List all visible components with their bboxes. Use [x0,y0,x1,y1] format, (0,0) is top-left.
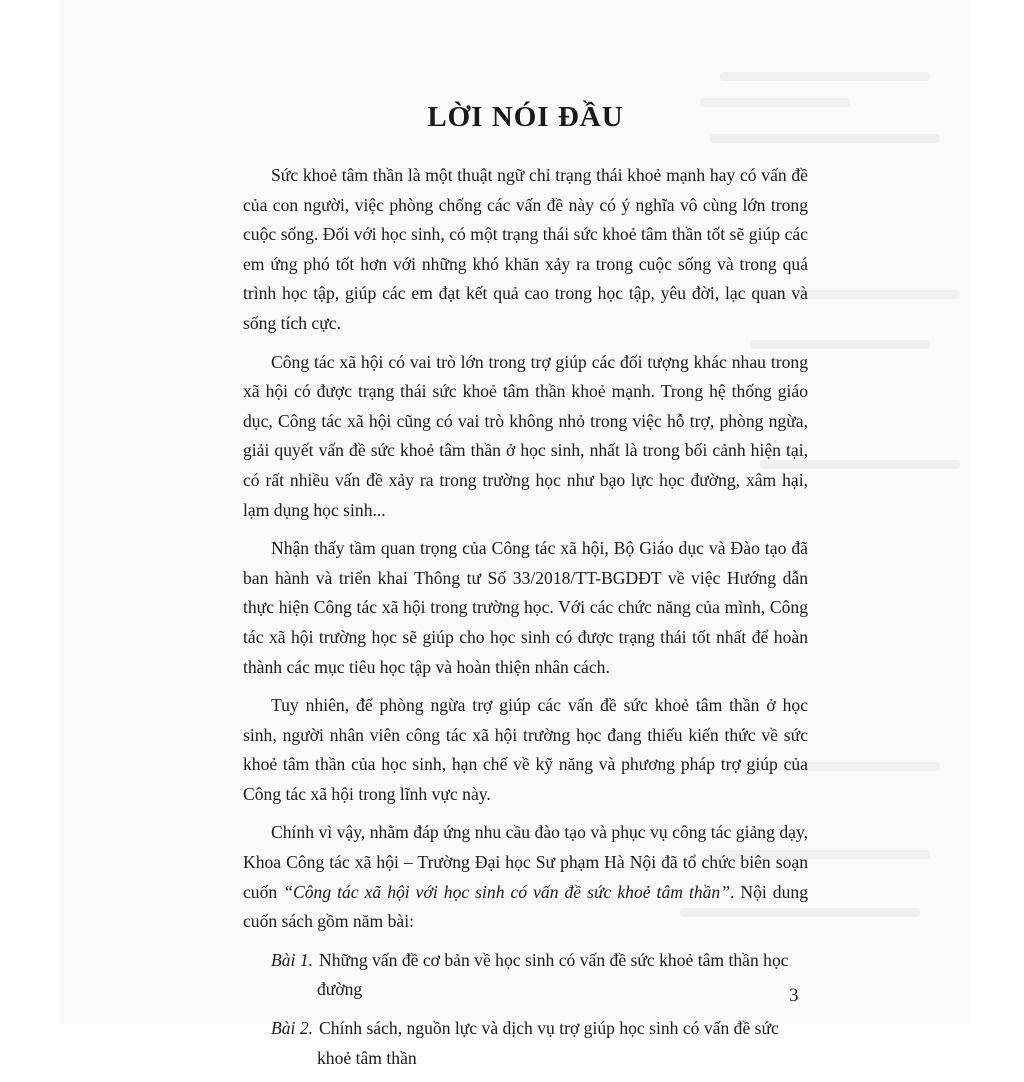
page-number: 3 [789,985,799,1006]
page-content [243,95,808,1082]
show-through-line [720,72,930,81]
paragraph-text: . Nội dung cuốn sách gồm năm bài: [243,881,808,932]
book-title: “Công tác xã hội với học sinh có vấn đề sức khoẻ tâm thần” [283,881,731,902]
paragraph: Sức khoẻ tâm thần là một thuật ngữ chỉ trạng thái khoẻ mạnh hay có vấn đề của con người, việc phòng chống các vấn đề này có ý nghĩa vô cùng lớn trong cuộc sống. Đối với học sinh, có một trạng thái sức khoẻ tâm thần tốt sẽ giúp các em ứng phó tốt hơn với những khó khăn xảy ra trong cuộc sống và trong quá trình học tập, giúp các em đạt kết quả cao trong học tập, yêu đời, lạc quan và sống tích cực. [243,165,808,333]
lesson-number: Bài 2. [271,1018,314,1039]
paragraph: Nhận thấy tầm quan trọng của Công tác xã hội, Bộ Giáo dục và Đào tạo đã ban hành và triển khai Thông tư Số 33/2018/TT-BGDĐT về việc Hướng dẫn thực hiện Công tác xã hội trong trường học. Với các chức năng của mình, Công tác xã hội trường học sẽ giúp cho học sinh có được trạng thái tốt nhất để hoàn thành các mục tiêu học tập và hoàn thiện nhân cách. [243,538,808,677]
lesson-item [243,946,808,1005]
paragraph-book-intro [243,818,808,936]
lesson-item [243,1014,808,1073]
page-margin-left [0,0,60,1024]
page-title: LỜI NÓI ĐẦU [427,101,624,133]
paragraph-text: Chính vì vậy, nhằm đáp ứng nhu cầu đào tạo và phục vụ công tác giảng dạy, Khoa Công tác xã hội – Trường Đại học Sư phạm Hà Nội đã tổ chức biên soạn cuốn [243,822,808,902]
paragraph: Công tác xã hội có vai trò lớn trong trợ giúp các đối tượng khác nhau trong xã hội có được trạng thái sức khoẻ tâm thần khoẻ mạnh. Trong hệ thống giáo dục, Công tác xã hội cũng có vai trò không nhỏ trong việc hỗ trợ, phòng ngừa, giải quyết vấn đề sức khoẻ tâm thần ở học sinh, nhất là trong bối cảnh hiện tại, có rất nhiều vấn đề xảy ra trong trường học như bạo lực học đường, xâm hại, lạm dụng học sinh... [243,351,808,520]
paragraph: Tuy nhiên, để phòng ngừa trợ giúp các vấn đề sức khoẻ tâm thần ở học sinh, người nhân viên công tác xã hội trường học đang thiếu kiến thức về sức khoẻ tâm thần của học sinh, hạn chế về kỹ năng và phương pháp trợ giúp của Công tác xã hội trong lĩnh vực này. [243,695,808,804]
lesson-text: Những vấn đề cơ bản về học sinh có vấn đề sức khoẻ tâm thần học đường [317,949,789,1000]
lesson-text: Chính sách, nguồn lực và dịch vụ trợ giúp học sinh có vấn đề sức khoẻ tâm thần [317,1018,779,1068]
lesson-number: Bài 1. [271,949,314,970]
